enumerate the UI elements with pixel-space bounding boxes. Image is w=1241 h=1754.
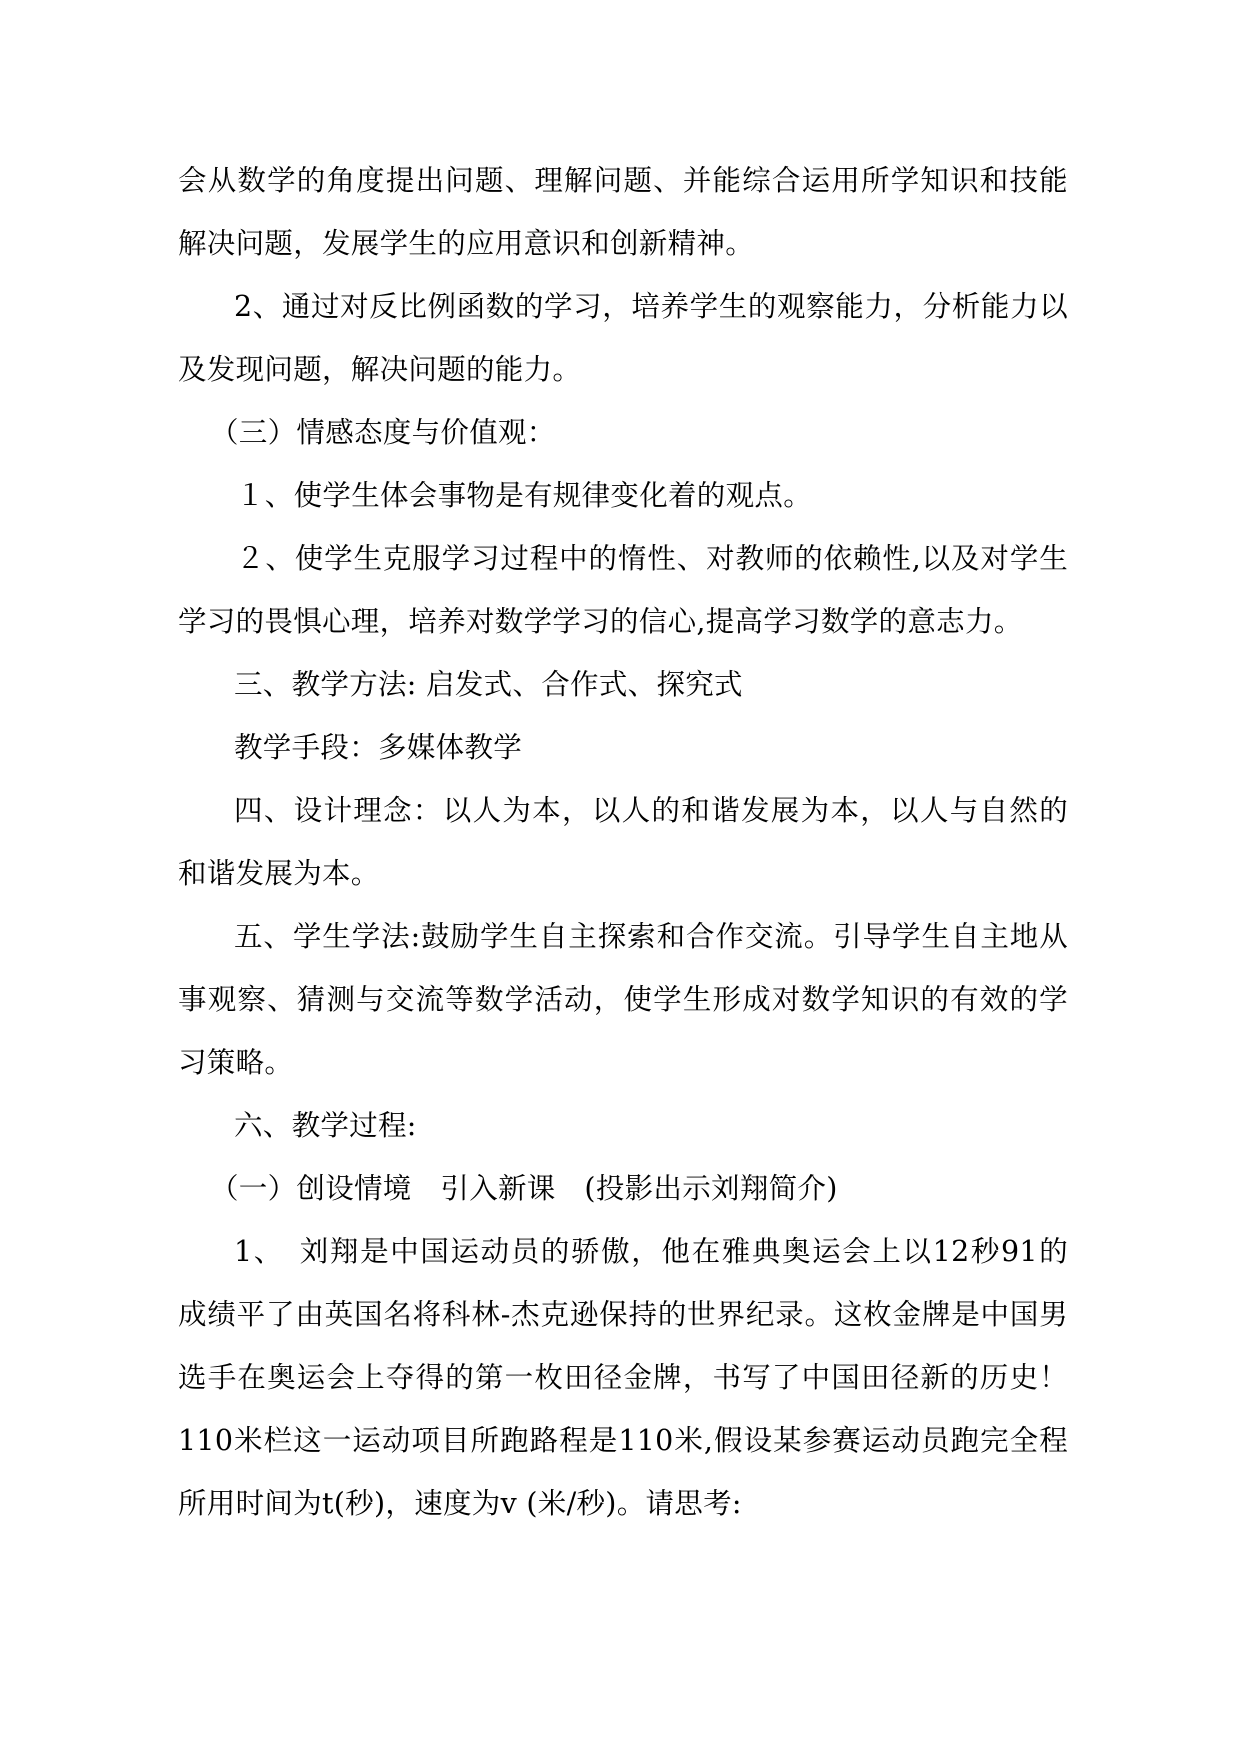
paragraph-line: 2、通过对反比例函数的学习，培养学生的观察能力，分析能力以	[234, 290, 1068, 323]
paragraph-line: 110米栏这一运动项目所跑路程是110米,假设某参赛运动员跑完全程	[178, 1424, 1068, 1457]
section-heading: （三）情感态度与价值观：	[210, 416, 556, 449]
paragraph-line: 成绩平了由英国名将科林-杰克逊保持的世界纪录。这枚金牌是中国男	[178, 1298, 1068, 1331]
paragraph-line: 解决问题，发展学生的应用意识和创新精神。	[178, 227, 755, 260]
paragraph-line: 所用时间为t(秒)，速度为v (米/秒)。请思考:	[178, 1487, 742, 1520]
paragraph-line: 1、 刘翔是中国运动员的骄傲，他在雅典奥运会上以12秒91的	[234, 1235, 1068, 1268]
paragraph-line: 事观察、猜测与交流等数学活动，使学生形成对数学知识的有效的学	[178, 983, 1068, 1016]
paragraph-line: 选手在奥运会上夺得的第一枚田径金牌，书写了中国田径新的历史！	[178, 1361, 1068, 1394]
paragraph-line: 教学手段：多媒体教学	[234, 731, 523, 764]
paragraph-line: 会从数学的角度提出问题、理解问题、并能综合运用所学知识和技能	[178, 164, 1068, 197]
section-heading: （一）创设情境 引入新课 (投影出示刘翔简介)	[210, 1172, 838, 1205]
paragraph-line: １、使学生体会事物是有规律变化着的观点。	[236, 479, 813, 512]
section-heading: 五、学生学法:鼓励学生自主探索和合作交流。引导学生自主地从	[234, 920, 1068, 953]
section-heading: 四、设计理念：以人为本，以人的和谐发展为本，以人与自然的	[234, 794, 1068, 827]
paragraph-line: ２、使学生克服学习过程中的惰性、对教师的依赖性,以及对学生	[236, 542, 1068, 575]
section-heading: 三、教学方法: 启发式、合作式、探究式	[234, 668, 743, 701]
paragraph-line: 习策略。	[178, 1046, 294, 1079]
paragraph-line: 和谐发展为本。	[178, 857, 380, 890]
section-heading: 六、教学过程:	[234, 1109, 417, 1142]
paragraph-line: 及发现问题，解决问题的能力。	[178, 353, 582, 386]
paragraph-line: 学习的畏惧心理，培养对数学学习的信心,提高学习数学的意志力。	[178, 605, 1023, 638]
